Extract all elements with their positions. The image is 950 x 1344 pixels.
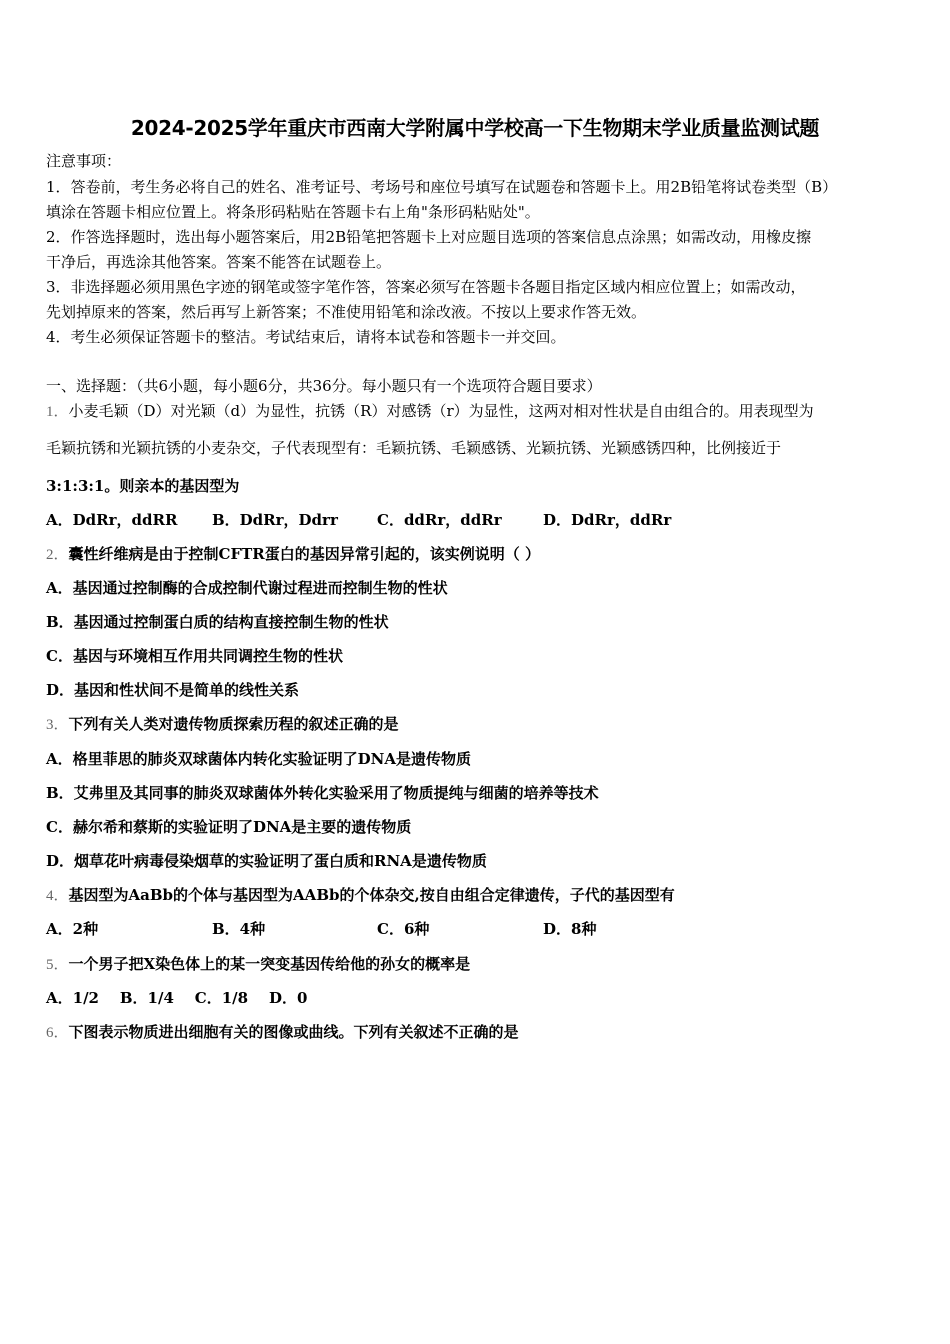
question-2-option-a: A．基因通过控制酶的合成控制代谢过程进而控制生物的性状 [46,579,448,597]
question-text: 一个男子把X染色体上的某一突变基因传给他的孙女的概率是 [68,955,471,973]
question-text: 下图表示物质进出细胞有关的图像或曲线。下列有关叙述不正确的是 [68,1023,519,1041]
question-number: 2． [46,547,69,563]
question-1-option-c: C．ddRr，ddRr [377,511,502,529]
question-number: 1． [46,404,69,420]
question-5-stem [46,954,470,975]
question-2-stem [46,544,540,565]
question-2-option-c: C．基因与环境相互作用共同调控生物的性状 [46,647,343,665]
question-1-option-d: D．DdRr，ddRr [543,511,672,529]
question-2-option-b: B．基因通过控制蛋白质的结构直接控制生物的性状 [46,613,389,631]
question-4-stem [46,885,675,906]
notes-line: 3．非选择题必须用黑色字迹的钢笔或签字笔作答，答案必须写在答题卡各题目指定区域内相应位置上；如需改动， [46,278,806,296]
question-text: 小麦毛颖（D）对光颖（d）为显性，抗锈（R）对感锈（r）为显性，这两对相对性状是自由组合的。用表现型为 [68,402,814,420]
question-3-option-b: B．艾弗里及其同事的肺炎双球菌体外转化实验采用了物质提纯与细菌的培养等技术 [46,784,599,802]
question-1-option-a: A．DdRr，ddRR [46,511,178,529]
question-4-option-a: A．2种 [46,920,99,938]
question-number: 6． [46,1025,69,1041]
page-title: 2024-2025学年重庆市西南大学附属中学校高一下生物期末学业质量监测试题 [130,116,820,140]
question-4-option-d: D．8种 [543,920,597,938]
question-number: 5． [46,957,69,973]
question-3-stem [46,714,399,735]
question-text: 囊性纤维病是由于控制CFTR蛋白的基因异常引起的，该实例说明（ ） [68,545,540,563]
question-3-option-a: A．格里菲思的肺炎双球菌体内转化实验证明了DNA是遗传物质 [46,750,471,768]
question-2-option-d: D．基因和性状间不是简单的线性关系 [46,681,300,699]
section-heading: 一、选择题：（共6小题，每小题6分，共36分。每小题只有一个选项符合题目要求） [46,377,602,395]
question-number: 4． [46,888,69,904]
question-number: 3． [46,717,69,733]
question-3-option-d: D．烟草花叶病毒侵染烟草的实验证明了蛋白质和RNA是遗传物质 [46,852,487,870]
question-6-stem [46,1022,519,1043]
notes-line: 干净后，再选涂其他答案。答案不能答在试题卷上。 [46,253,392,271]
question-3-option-c: C．赫尔希和蔡斯的实验证明了DNA是主要的遗传物质 [46,818,412,836]
notes-line: 填涂在答题卡相应位置上。将条形码粘贴在答题卡右上角"条形码粘贴处"。 [46,203,540,221]
notes-line: 1．答卷前，考生务必将自己的姓名、准考证号、考场号和座位号填写在试题卷和答题卡上。用2B铅笔将试卷类型（B） [46,178,838,196]
question-text: 基因型为AaBb的个体与基因型为AABb的个体杂交,按自由组合定律遗传，子代的基因型有 [68,886,675,904]
question-5-options: A．1/2 B．1/4 C．1/8 D．0 [46,989,308,1007]
notes-line: 2．作答选择题时，选出每小题答案后，用2B铅笔把答题卡上对应题目选项的答案信息点涂黑；如需改动，用橡皮擦 [46,228,812,246]
question-4-option-c: C．6种 [377,920,430,938]
notes-line: 先划掉原来的答案，然后再写上新答案；不准使用铅笔和涂改液。不按以上要求作答无效。 [46,303,647,321]
question-1-line-3: 3:1:3:1。则亲本的基因型为 [46,477,240,495]
notes-line: 4．考生必须保证答题卡的整洁。考试结束后，请将本试卷和答题卡一并交回。 [46,328,566,346]
question-1-line-1 [46,401,814,422]
question-4-option-b: B．4种 [212,920,266,938]
question-1-line-2: 毛颖抗锈和光颖抗锈的小麦杂交，子代表现型有：毛颖抗锈、毛颖感锈、光颖抗锈、光颖感锈四种，比例接近于 [46,439,782,457]
question-text: 下列有关人类对遗传物质探索历程的叙述正确的是 [68,715,399,733]
notes-heading: 注意事项： [46,152,122,170]
question-1-option-b: B．DdRr，Ddrr [212,511,338,529]
